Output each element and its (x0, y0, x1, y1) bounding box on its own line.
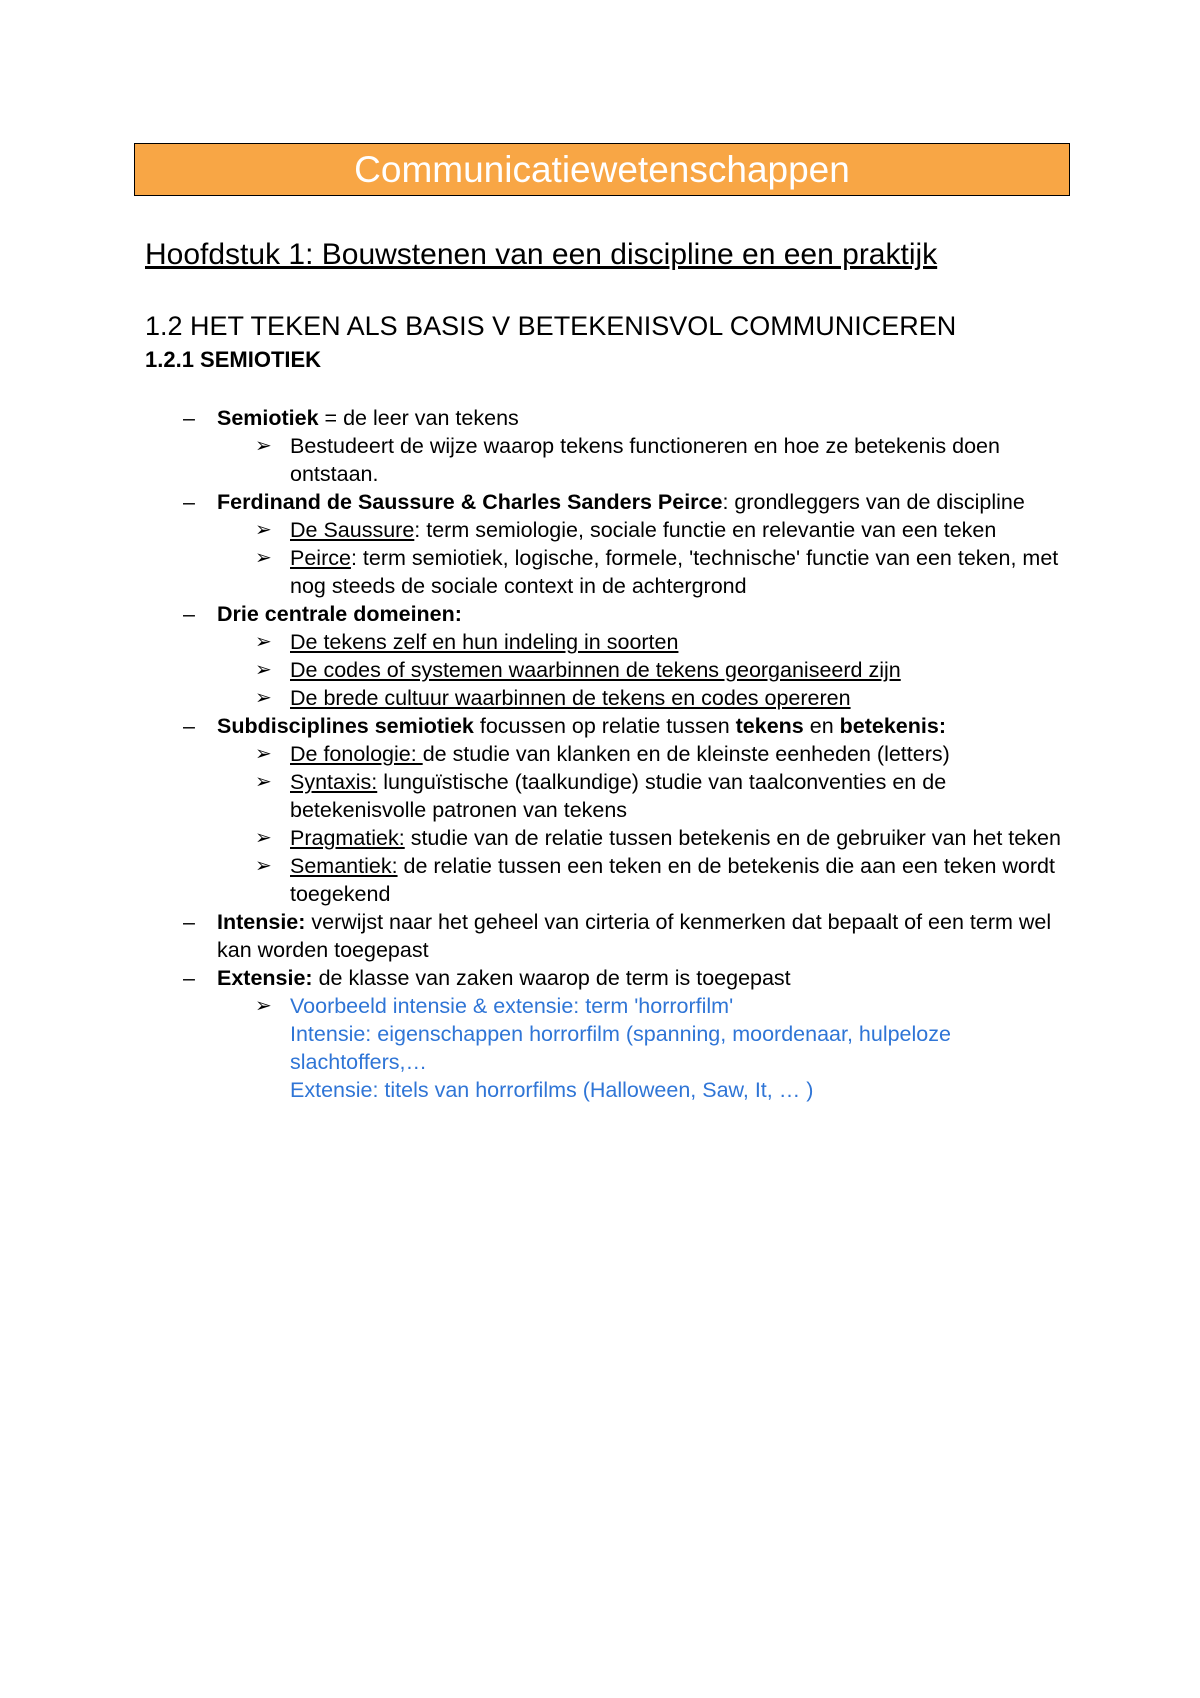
example-extensie: Extensie: titels van horrorfilms (Halloween, Saw, It, … ) (290, 1078, 814, 1102)
definition: verwijst naar het geheel van cirteria of kenmerken dat bepaalt of een term wel kan worden toegepast (217, 910, 1052, 962)
section-heading: 1.2 HET TEKEN ALS BASIS V BETEKENISVOL COMMUNICEREN (145, 311, 957, 341)
dash-bullet: – (183, 406, 195, 430)
subsection-heading: 1.2.1 SEMIOTIEK (145, 347, 322, 372)
sub-item-term: Peirce (290, 546, 351, 570)
sub-item (145, 684, 1075, 712)
dash-bullet: – (183, 966, 195, 990)
sub-item-text: De codes of systemen waarbinnen de tekens georganiseerd zijn (290, 658, 901, 682)
term: Extensie: (217, 966, 313, 990)
sub-item-term: De Saussure (290, 518, 415, 542)
list-item-semiotiek (145, 404, 1075, 432)
arrow-bullet-icon: ➢ (255, 687, 272, 709)
sub-item (145, 768, 1075, 824)
sub-item-term: Pragmatiek: (290, 826, 405, 850)
list-item-founders (145, 488, 1075, 516)
sub-item (145, 544, 1075, 600)
list-item-intensie (145, 908, 1075, 964)
arrow-bullet-icon: ➢ (255, 771, 272, 793)
example-intensie: Intensie: eigenschappen horrorfilm (spanning, moordenaar, hulpeloze slachtoffers,… (290, 1022, 951, 1074)
dash-bullet: – (183, 714, 195, 738)
arrow-bullet-icon: ➢ (255, 855, 272, 877)
arrow-bullet-icon: ➢ (255, 435, 272, 457)
dash-bullet: – (183, 910, 195, 934)
notes-body (145, 404, 1075, 1104)
sub-item-term: Semantiek: (290, 854, 398, 878)
sub-item-text: de relatie tussen een teken en de betekenis die aan een teken wordt toegekend (290, 854, 1055, 906)
sub-item-term: Syntaxis: (290, 770, 378, 794)
term: Semiotiek (217, 406, 319, 430)
bold-word: tekens (735, 714, 804, 738)
sub-item-text: : term semiotiek, logische, formele, 'technische' functie van een teken, met nog steeds de sociale context in de achtergrond (290, 546, 1059, 598)
example-item (145, 992, 1075, 1104)
sub-item (145, 740, 1075, 768)
term: Drie centrale domeinen: (217, 602, 462, 626)
sub-item-text: de studie van klanken en de kleinste eenheden (letters) (422, 742, 950, 766)
sub-item (145, 432, 1075, 488)
arrow-bullet-icon: ➢ (255, 995, 272, 1017)
arrow-bullet-icon: ➢ (255, 547, 272, 569)
dash-bullet: – (183, 490, 195, 514)
definition: de klasse van zaken waarop de term is toegepast (312, 966, 791, 990)
arrow-bullet-icon: ➢ (255, 519, 272, 541)
term: Subdisciplines semiotiek (217, 714, 474, 738)
sub-item-text: De brede cultuur waarbinnen de tekens en codes opereren (290, 686, 851, 710)
sub-item-term: De fonologie: (290, 742, 423, 766)
sub-item-text: lunguïstische (taalkundige) studie van taalconventies en de betekenisvolle patronen van tekens (290, 770, 947, 822)
sub-item-text: Bestudeert de wijze waarop tekens functioneren en hoe ze betekenis doen ontstaan. (290, 434, 1000, 486)
sub-item (145, 628, 1075, 656)
definition: : grondleggers van de discipline (722, 490, 1025, 514)
definition: = de leer van tekens (318, 406, 519, 430)
sub-item-text: : term semiologie, sociale functie en relevantie van een teken (414, 518, 997, 542)
sub-item (145, 516, 1075, 544)
document-title: Communicatiewetenschappen (354, 148, 850, 190)
term: Intensie: (217, 910, 306, 934)
list-item-extensie (145, 964, 1075, 992)
definition: focussen op relatie tussen (473, 714, 736, 738)
arrow-bullet-icon: ➢ (255, 631, 272, 653)
bold-word: betekenis: (839, 714, 946, 738)
document-title-banner (134, 143, 1070, 196)
list-item-subdisciplines (145, 712, 1075, 740)
sub-item (145, 656, 1075, 684)
sub-item-text: De tekens zelf en hun indeling in soorten (290, 630, 679, 654)
sub-item (145, 852, 1075, 908)
sub-item (145, 824, 1075, 852)
definition-connector: en (803, 714, 840, 738)
dash-bullet: – (183, 602, 195, 626)
arrow-bullet-icon: ➢ (255, 659, 272, 681)
example-title: Voorbeeld intensie & extensie: term 'horrorfilm' (290, 994, 734, 1018)
chapter-heading: Hoofdstuk 1: Bouwstenen van een discipline en een praktijk (145, 238, 938, 271)
term: Ferdinand de Saussure & Charles Sanders Peirce (217, 490, 723, 514)
arrow-bullet-icon: ➢ (255, 827, 272, 849)
sub-item-text: studie van de relatie tussen betekenis en de gebruiker van het teken (404, 826, 1061, 850)
list-item-domains (145, 600, 1075, 628)
arrow-bullet-icon: ➢ (255, 743, 272, 765)
